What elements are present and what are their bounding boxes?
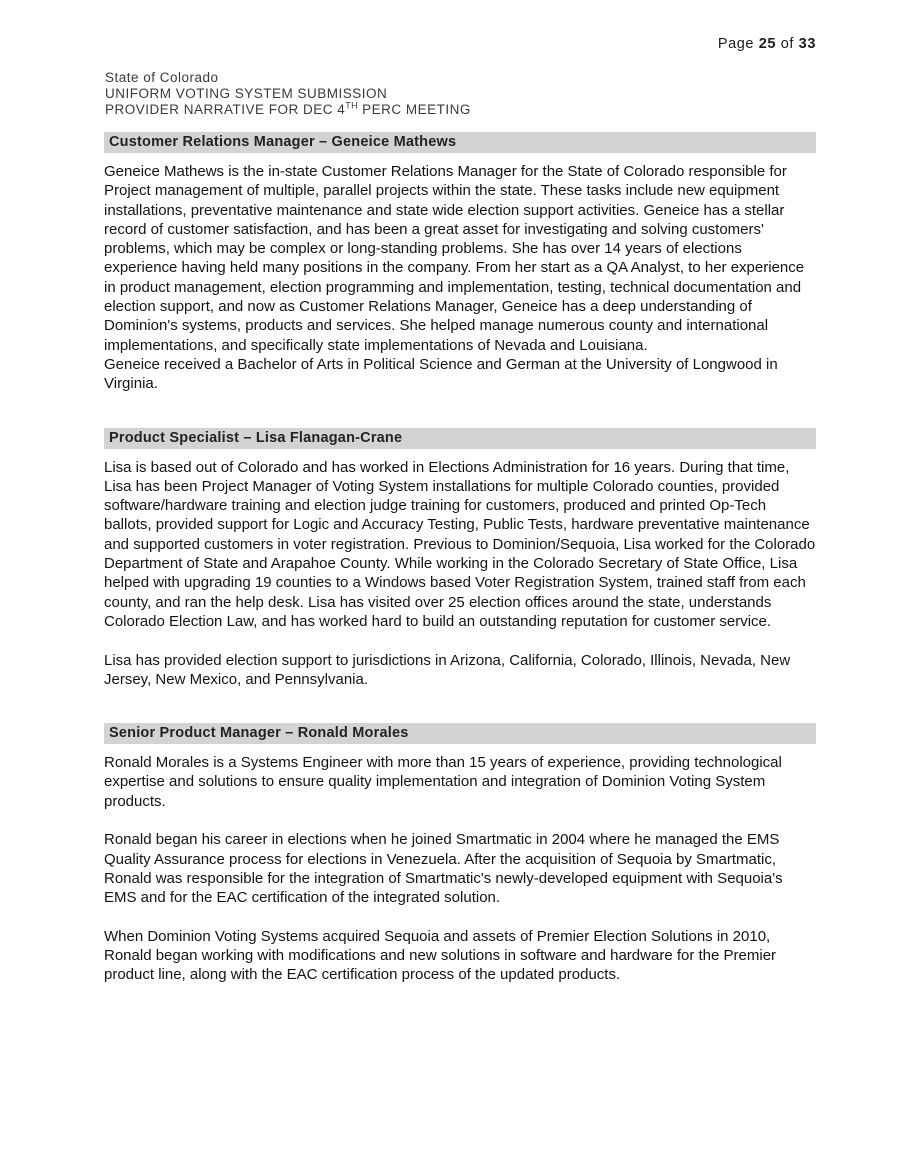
document-header: [105, 70, 471, 119]
page-number-current: 25: [758, 36, 777, 52]
section-heading: Customer Relations Manager – Geneice Mathews: [104, 132, 816, 153]
page-number-separator: of: [780, 36, 795, 52]
paragraph: Ronald began his career in elections when he joined Smartmatic in 2004 where he managed the EMS Quality Assurance process for elections in Venezuela. After the acquisition of Sequoia by Smartmatic, Ronald was responsible for the integration of Smartmatic's newly-developed equipment with Sequoia's EMS and for the EAC certification of the integrated solution.: [104, 831, 783, 907]
document-section: [104, 428, 816, 690]
paragraph: Lisa has provided election support to jurisdictions in Arizona, California, Colorado, Illinois, Nevada, New Jersey, New Mexico, and Pennsylvania.: [104, 651, 791, 688]
superscript-ordinal: TH: [345, 100, 358, 111]
document-section: [104, 132, 816, 394]
document-header-line1: State of Colorado: [105, 70, 219, 85]
paragraph: Geneice received a Bachelor of Arts in Political Science and German at the University of Longwood in Virginia.: [104, 355, 778, 393]
page-number-prefix: Page: [717, 36, 755, 52]
paragraph: Lisa is based out of Colorado and has worked in Elections Administration for 16 years. During that time, Lisa has been Project Manager of Voting System installations for multiple Colorado counties, provided software/hardware training and election judge training for customers, produced and printed Op-Tech ballots, provided support for Logic and Accuracy Testing, Public Tests, hardware preventative maintenance and supported customers in voter registration. Previous to Dominion/Sequoia, Lisa worked for the Colorado Department of State and Arapahoe County. While working in the Colorado Secretary of State Office, Lisa helped with upgrading 19 counties to a Windows based Voter Registration System, trained staff from each county, and ran the help desk. Lisa has visited over 25 election offices around the state, understands Colorado Election Law, and has worked hard to build an outstanding reputation for customer service.: [104, 458, 816, 630]
page-number-total: 33: [798, 36, 816, 52]
document-section: [104, 723, 816, 985]
document-header-line2: UNIFORM VOTING SYSTEM SUBMISSION: [105, 86, 388, 102]
document-header-line3: PROVIDER NARRATIVE FOR DEC 4TH PERC MEETING: [105, 100, 471, 118]
document-body: [104, 132, 816, 985]
section-heading: Senior Product Manager – Ronald Morales: [104, 723, 816, 744]
paragraph: Geneice Mathews is the in-state Customer Relations Manager for the State of Colorado responsible for Project management of multiple, parallel projects within the state. These tasks include new equipment installations, preventative maintenance and state wide election support activities. Geneice has a stellar record of customer satisfaction, and has been a great asset for investigating and solving customers' problems, which may be complex or long-standing problems. She has over 14 years of elections experience having held many positions in the company. From her start as a QA Analyst, to her experience in product management, election programming and implementation, testing, technical documentation and election support, and now as Customer Relations Manager, Geneice has a deep understanding of Dominion's systems, products and services. She helped manage numerous county and international implementations, and specifically state implementations of Nevada and Louisiana.: [104, 163, 805, 354]
section-heading: Product Specialist – Lisa Flanagan-Crane: [104, 428, 816, 449]
paragraph: When Dominion Voting Systems acquired Sequoia and assets of Premier Election Solutions in 2010, Ronald began working with modifications and new solutions in software and hardware for the Premier product line, along with the EAC certification process of the updated products.: [104, 927, 777, 984]
page-number: [718, 36, 816, 52]
paragraph: Ronald Morales is a Systems Engineer with more than 15 years of experience, providing technological expertise and solutions to ensure quality implementation and integration of Dominion Voting System products.: [104, 754, 782, 810]
